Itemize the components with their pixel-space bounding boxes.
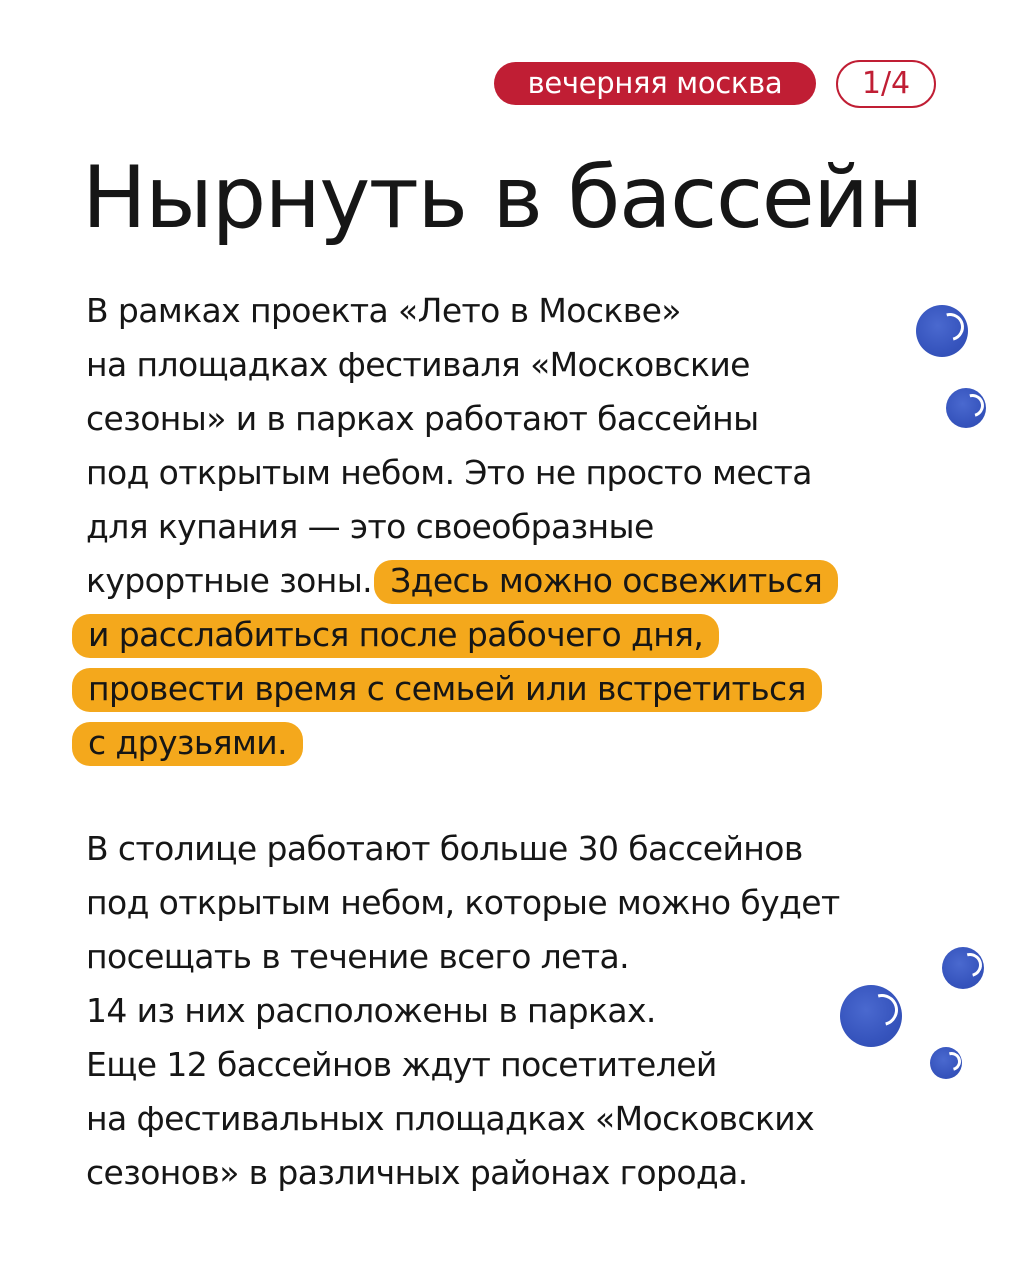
highlighted-line: [86, 662, 836, 716]
bubble-icon: [916, 305, 968, 357]
highlighted-text: провести время с семьей или встретиться: [72, 668, 822, 712]
bubble-icon: [942, 947, 984, 989]
bubble-icon: [930, 1047, 962, 1079]
highlighted-text: Здесь можно освежиться: [374, 560, 838, 604]
highlighted-line: [86, 608, 836, 662]
text-line: посещать в течение всего лета.: [86, 937, 630, 976]
facts-paragraph: [86, 822, 840, 1200]
text-line: 14 из них расположены в парках.: [86, 991, 656, 1030]
text-line: Еще 12 бассейнов ждут посетителей: [86, 1045, 717, 1084]
text-line: В столице работают больше 30 бассейнов: [86, 829, 803, 868]
bubble-icon: [946, 388, 986, 428]
highlighted-text: с друзьями.: [72, 722, 303, 766]
text-line: на фестивальных площадках «Московских: [86, 1099, 815, 1138]
text-line: сезонов» в различных районах города.: [86, 1153, 748, 1192]
intro-paragraph: [86, 284, 836, 770]
text-line: под открытым небом, которые можно будет: [86, 883, 840, 922]
text-line: сезоны» и в парках работают бассейны: [86, 399, 759, 438]
text-line: под открытым небом. Это не просто места: [86, 453, 812, 492]
highlighted-text: и расслабиться после рабочего дня,: [72, 614, 719, 658]
page-counter: 1/4: [836, 60, 936, 108]
page-title: Нырнуть в бассейн: [82, 148, 923, 248]
text-fragment: курортные зоны.: [86, 561, 373, 600]
text-line: на площадках фестиваля «Московские: [86, 345, 750, 384]
text-line: В рамках проекта «Лето в Москве»: [86, 291, 681, 330]
text-line: для купания — это своеобразные: [86, 507, 654, 546]
highlighted-line: [86, 716, 836, 770]
brand-badge: вечерняя москва: [494, 62, 816, 105]
text-line-mixed: [86, 554, 836, 608]
bubble-icon: [840, 985, 902, 1047]
